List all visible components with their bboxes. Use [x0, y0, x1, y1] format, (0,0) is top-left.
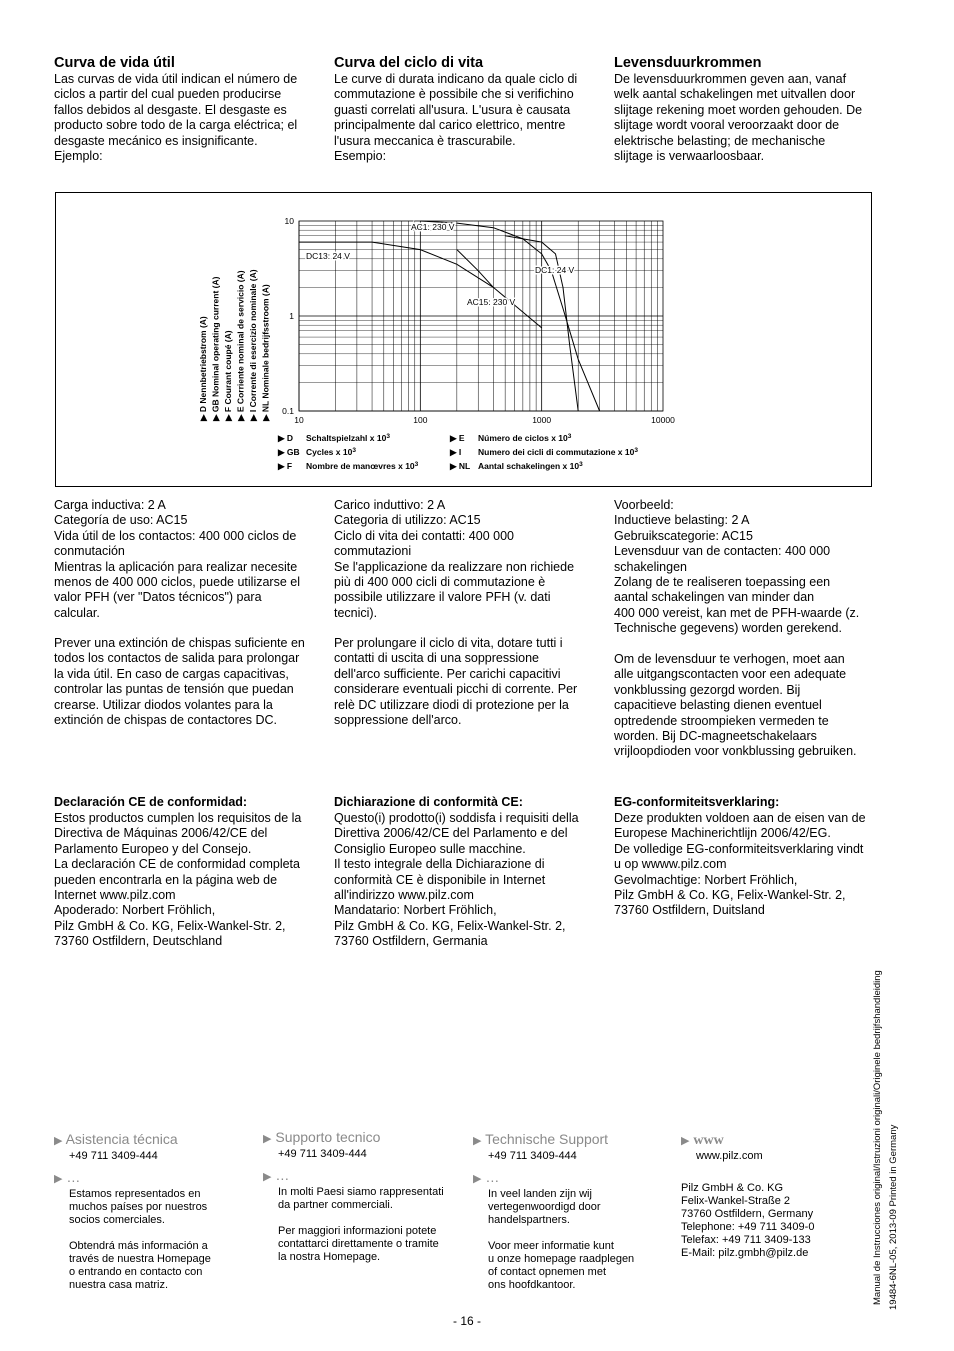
- support-title-it: Supporto tecnico: [275, 1129, 381, 1145]
- intro-it: Le curve di durata indicano da quale ciclo di commutazione è possibile che si verifichino guasti correlati all'usura. L'usura è causata principalmente dal carico elettrico, mentre l'usura meccanica è trascurabile. Esempio:: [334, 72, 578, 164]
- support-ellipsis-es: …: [66, 1169, 81, 1185]
- y-axis-label: ▶ F Courant coupé (A): [223, 330, 233, 421]
- x-axis-code: ▶ F: [278, 461, 293, 471]
- support-ellipsis-nl: …: [485, 1169, 500, 1185]
- ce-heading-nl: EG-conformiteitsverklaring:: [614, 795, 780, 809]
- support-text-it: In molti Paesi siamo rappresentati da partner commerciali. Per maggiori informazioni potete contattarci direttamente o tramite la nostra Homepage.: [278, 1186, 444, 1263]
- y-tick-label: 1: [289, 311, 294, 321]
- x-axis-label: Cycles x $10^3$: [306, 447, 356, 457]
- x-axis-code: ▶ NL: [450, 461, 471, 471]
- arrow-right-icon: ▶: [473, 1173, 482, 1185]
- sidebar-doc-code: 19484-6NL-05, 2013-09 Printed in Germany: [888, 1124, 899, 1310]
- y-tick-label: 0.1: [282, 406, 294, 416]
- x-axis-code: ▶ GB: [278, 447, 300, 457]
- example-nl: Voorbeeld: Inductieve belasting: 2 A Gebruikscategorie: AC15 Levensduur van de contacten: 400 000 schakelingen Zolang de te realiseren toepassing een aantal schakelingen van minder dan 400 000 vereist, kan met de PFH-waarde (z. Technische gegevens) worden gerekend.: [614, 498, 860, 636]
- x-axis-code: ▶ D: [278, 433, 294, 443]
- arrow-right-icon: ▶: [263, 1171, 272, 1183]
- sidebar-manual-title: Manual de Instrucciones original/Istruzioni originali/Originele bedrijfshandleiding: [872, 970, 883, 1305]
- advice-es: Prever una extinción de chispas suficiente en todos los contactos de salida para prolongar la vida útil. En caso de cargas capacitivas, controlar las puntas de tensión que puedan crearse. Utilizar diodos volantes para la extinción de chispas de contactores DC.: [54, 636, 305, 728]
- support-text-es: Estamos representados en muchos países por nuestros socios comerciales. Obtendrá más información a través de nuestra Homepage o entrando en contacto con nuestra casa matriz.: [69, 1188, 211, 1291]
- advice-it: Per prolungare il ciclo di vita, dotare tutti i contatti di uscita di una soppressione dell'arco sufficiente. Per carichi capacitivi considerare eventuali picchi di corrente. Per relè DC utilizzare diodi di protezione per la soppressione dell'arco.: [334, 636, 578, 728]
- y-axis-label: ▶ I Corrente di esercizio nominale (A): [248, 269, 258, 421]
- arrow-right-icon: ▶: [263, 1133, 272, 1145]
- example-it: Carico induttivo: 2 A Categoria di utilizzo: AC15 Ciclo di vita dei contatti: 400 000 commutazioni Se l'applicazione da realizzare non richiede più di 400 000 cicli di commutazione è possibile utilizzare il valore PFH (v. dati tecnici).: [334, 498, 575, 620]
- ce-heading-it: Dichiarazione di conformità CE:: [334, 795, 523, 809]
- x-axis-label: Aantal schakelingen x $10^3$: [478, 461, 583, 471]
- x-tick-label: 10000: [651, 415, 675, 425]
- life-curve-chart: [55, 192, 872, 487]
- x-tick-label: 100: [413, 415, 428, 425]
- support-www: [681, 1131, 851, 1260]
- advice-nl: Om de levensduur te verhogen, moet aan alle uitgangscontacten voor een adequate vonkblussing gezorgd worden. Bij capacitieve belasting dienen eventuel optredende stroompieken vermeden te worden. Bij DC-magneetschakelaars vrijloopdioden voor vonkblussing gebruiken.: [614, 652, 857, 759]
- arrow-right-icon: ▶: [473, 1135, 482, 1147]
- support-es: [54, 1131, 244, 1292]
- support-title-es: Asistencia técnica: [65, 1131, 178, 1147]
- ce-text-es: Estos productos cumplen los requisitos de la Directiva de Máquinas 2006/42/CE del Parlamento Europeo y del Consejo. La declaración CE de conformidad completa pueden encontrarla en la página web de Internet www.pilz.com Apoderado: Norbert Fröhlich, Pilz GmbH & Co. KG, Felix-Wankel-Str. 2, 73760 Ostfildern, Deutschland: [54, 811, 302, 949]
- website-link[interactable]: www.pilz.com: [696, 1150, 763, 1162]
- y-axis-label: ▶ D Nennbetriebstrom (A): [198, 316, 208, 421]
- support-nl: [473, 1131, 663, 1292]
- intro-nl: De levensduurkrommen geven aan, vanaf welk aantal schakelingen met uitvallen door slijtage rekening moet worden gehouden. De slijtage wordt vooral veroorzaakt door de elektrische belasting; de mechanische slijtage is verwaarloosbaar.: [614, 72, 863, 164]
- support-phone-es: +49 711 3409-444: [69, 1150, 158, 1162]
- support-title-nl: Technische Support: [485, 1131, 609, 1147]
- example-es: Carga inductiva: 2 A Categoría de uso: AC15 Vida útil de los contactos: 400 000 ciclos de conmutación Mientras la aplicación para realizar necesite menos de 400 000 ciclos, puede utilizarse el valor PFH (ver "Datos técnicos") para calcular.: [54, 498, 300, 620]
- arrow-right-icon: ▶: [54, 1173, 63, 1185]
- y-tick-label: 10: [284, 216, 294, 226]
- x-axis-label: Nombre de manœvres x $10^3$: [306, 461, 419, 471]
- x-axis-label: Schaltspielzahl x $10^3$: [306, 433, 390, 443]
- support-phone-it: +49 711 3409-444: [278, 1148, 367, 1160]
- support-it: [263, 1129, 463, 1264]
- arrow-right-icon: ▶: [681, 1135, 690, 1147]
- series-label: AC1: 230 V: [411, 222, 455, 232]
- series-label: DC13: 24 V: [306, 251, 350, 261]
- support-ellipsis-it: …: [275, 1167, 290, 1183]
- series-label: AC15: 230 V: [467, 297, 516, 307]
- arrow-right-icon: ▶: [54, 1135, 63, 1147]
- y-axis-label: ▶ E Corriente nominal de servicio (A): [235, 270, 246, 421]
- y-axis-label: ▶ NL Nominale bedrijfsstroom (A): [260, 284, 271, 421]
- y-axis-label: ▶ GB Nominal operating current (A): [210, 276, 221, 421]
- support-text-nl: In veel landen zijn wij vertegenwoordigd door handelspartners. Voor meer informatie kunt u onze homepage raadplegen of contact opnemen met ons hoofdkantoor.: [488, 1188, 635, 1291]
- ce-text-it: Questo(i) prodotto(i) soddisfa i requisiti della Direttiva 2006/42/CE del Parlamento e del Consiglio Europeo sulle macchine. Il testo integrale della Dichiarazione di conformità CE è disponibile in Internet all'indirizzo www.pilz.com Mandatario: Norbert Fröhlich, Pilz GmbH & Co. KG, Felix-Wankel-Str. 2, 73760 Ostfildern, Germania: [334, 811, 579, 949]
- series-line-ac15-230-v: [457, 250, 494, 288]
- heading-it: Curva del ciclo di vita: [334, 55, 484, 71]
- ce-text-nl: Deze produkten voldoen aan de eisen van de Europese Machinerichtlijn 2006/42/EG. De volledige EG-conformiteitsverklaring vindt u op wwww.pilz.com Gevolmachtige: Norbert Fröhlich, Pilz GmbH & Co. KG, Felix-Wankel-Str. 2, 73760 Ostfildern, Duitsland: [614, 811, 866, 918]
- heading-nl: Levensduurkrommen: [614, 55, 762, 71]
- x-tick-label: 1000: [532, 415, 552, 425]
- life-curve-svg: [56, 193, 873, 488]
- page-number: - 16 -: [452, 1314, 481, 1328]
- x-axis-code: ▶ I: [450, 447, 462, 457]
- company-address: Pilz GmbH & Co. KG Felix-Wankel-Straße 2 73760 Ostfildern, Germany Telephone: +49 711 3409-0 Telefax: +49 711 3409-133 E-Mail: pilz.gmbh@pilz.de: [681, 1182, 815, 1259]
- intro-es: Las curvas de vida útil indican el número de ciclos a partir del cual pueden producirse fallos debidos al desgaste. El desgaste es producto sobre todo de la carga eléctrica; el desgaste mecánico es insignificante. Ejemplo:: [54, 72, 298, 164]
- support-phone-nl: +49 711 3409-444: [488, 1150, 577, 1162]
- support-title-www: www: [693, 1133, 724, 1148]
- x-tick-label: 10: [294, 415, 304, 425]
- heading-es: Curva de vida útil: [54, 55, 175, 71]
- x-axis-label: Numero dei cicli di commutazione x $10^3$: [478, 447, 638, 457]
- ce-heading-es: Declaración CE de conformidad:: [54, 795, 248, 809]
- series-label: DC1: 24 V: [535, 265, 575, 275]
- x-axis-label: Número de ciclos x $10^3$: [478, 433, 572, 443]
- x-axis-code: ▶ E: [450, 433, 465, 443]
